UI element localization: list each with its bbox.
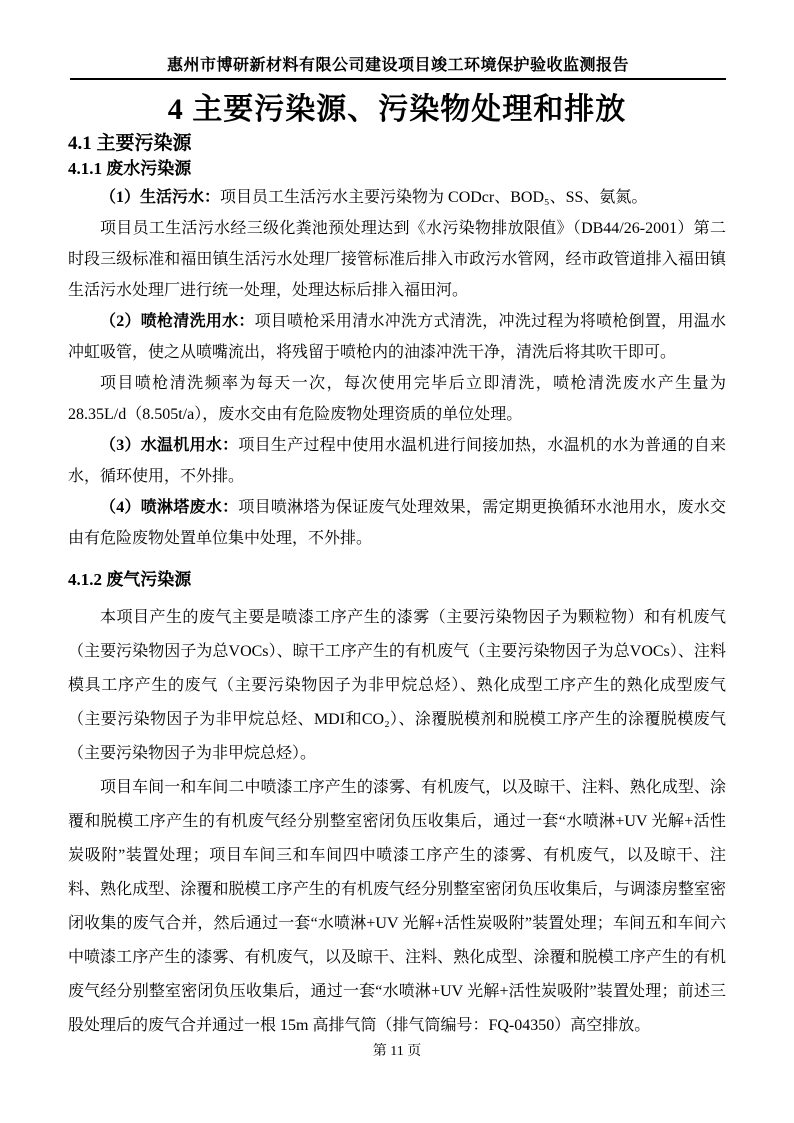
section-4-1-2-heading: 4.1.2 废气污染源 [68,570,192,590]
page-content [68,133,726,1043]
page-number: 第 11 页 [372,1044,422,1059]
paragraph-text: 项目员工生活污水主要污染物为 CODcr、BOD₅、SS、氨氮。 [220,189,648,207]
paragraph-water-temp-machine [68,430,726,492]
paragraph-waste-gas-sources [68,601,726,771]
paragraph-lead: （2）喷枪清洗用水： [100,313,255,331]
section-wastewater [68,159,726,554]
section-waste-gas [68,570,726,1042]
paragraph-domestic-sewage [68,182,726,213]
page-header [70,52,726,80]
report-header-title: 惠州市博研新材料有限公司建设项目竣工环境保护验收监测报告 [166,57,629,74]
paragraph-sewage-treatment [68,213,726,306]
paragraph-text: 项目喷枪采用清水冲洗方式清洗，冲洗过程为将喷枪倒置，用温水冲虹吸管，使之从喷嘴流出，将残留于喷枪内的油漆冲洗干净，清洗后将其吹干即可。 [68,313,726,362]
paragraph-spray-tower-wastewater [68,492,726,554]
paragraph-lead: （1）生活污水： [100,189,221,207]
paragraph-text: 项目员工生活污水经三级化粪池预处理达到《水污染物排放限值》（DB44/26-2001）第二时段三级标准和福田镇生活污水处理厂接管标准后排入市政污水管网，经市政管道排入福田镇生活污水处理厂进行统一处理，处理达标后排入福田河。 [68,220,726,300]
paragraph-waste-gas-treatment [68,771,726,1043]
chapter-title: 4 主要污染源、污染物处理和排放 [167,93,627,126]
paragraph-washing-frequency [68,368,726,430]
paragraph-text: 项目喷枪清洗频率为每天一次，每次使用完毕后立即清洗，喷枪清洗废水产生量为 28.35L/d（8.505t/a），废水交由有危险废物处理资质的单位处理。 [68,375,726,424]
paragraph-spray-gun-washing [68,306,726,368]
paragraph-text: 项目生产过程中使用水温机进行间接加热，水温机的水为普通的自来水，循环使用，不外排。 [68,437,726,486]
section-4-1-1-heading: 4.1.1 废水污染源 [68,158,192,178]
paragraph-text: 项目喷淋塔为保证废气处理效果，需定期更换循环水池用水，废水交由有危险废物处置单位集中处理，不外排。 [68,499,726,548]
section-4-1-heading: 4.1 主要污染源 [68,133,192,154]
paragraph-text: 项目车间一和车间二中喷漆工序产生的漆雾、有机废气，以及晾干、注料、熟化成型、涂覆和脱模工序产生的有机废气经分别整室密闭负压收集后，通过一套“水喷淋+UV 光解+活性炭吸附”装置处理；项目车间三和车间四中喷漆工序产生的漆雾、有机废气，以及晾干、注料、熟化成型、涂覆和脱模工序产生的有机废气经分别整室密闭负压收集后，与调漆房整室密闭收集的废气合并，然后通过一套“水喷淋+UV 光解+活性炭吸附”装置处理；车间五和车间六中喷漆工序产生的漆雾、有机废气，以及晾干、注料、熟化成型、涂覆和脱模工序产生的有机废气经分别整室密闭负压收集后，通过一套“水喷淋+UV 光解+活性炭吸附”装置处理；前述三股处理后的废气合并通过一根 15m 高排气筒（排气筒编号：FQ-04350）高空排放。 [68,778,726,1034]
paragraph-text: 本项目产生的废气主要是喷漆工序产生的漆雾（主要污染物因子为颗粒物）和有机废气（主要污染物因子为总VOCs）、晾干工序产生的有机废气（主要污染物因子为总VOCs）、注料模具工序产生的废气（主要污染物因子为非甲烷总烃）、熟化成型工序产生的熟化成型废气（主要污染物因子为非甲烷总烃、MDI和CO₂）、涂覆脱模剂和脱模工序产生的涂覆脱模废气（主要污染物因子为非甲烷总烃）。 [68,608,726,762]
paragraph-lead: （3）水温机用水： [100,437,239,455]
paragraph-lead: （4）喷淋塔废水： [100,499,239,517]
